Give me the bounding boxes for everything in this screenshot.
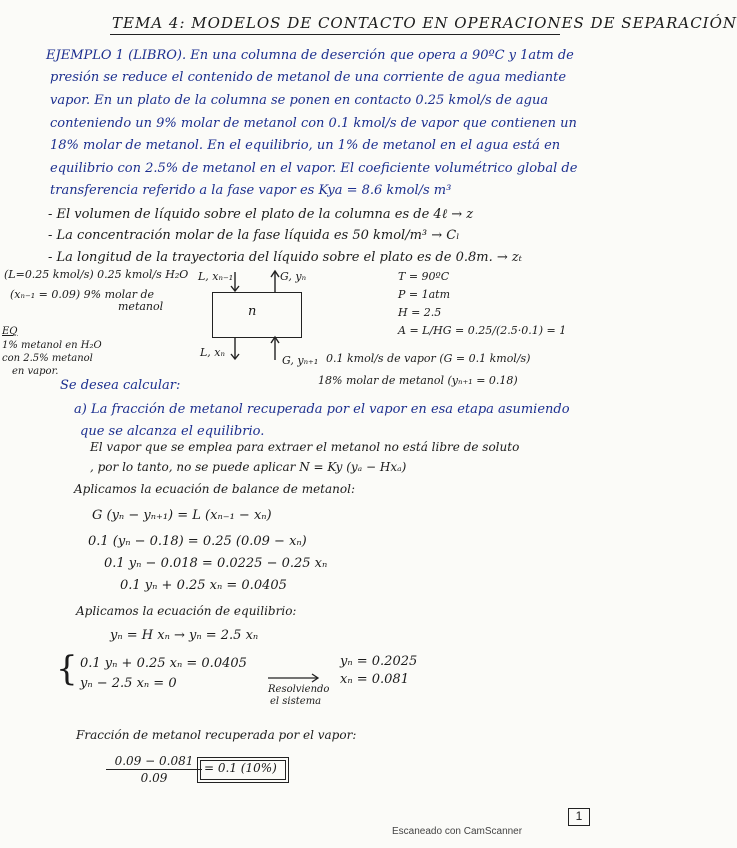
note-solute: El vapor que se emplea para extraer el metanol no está libre de soluto <box>90 440 520 454</box>
result-yn: yₙ = 0.2025 <box>340 654 418 669</box>
xn-1-note-2: metanol <box>118 300 164 313</box>
statement-line-2: presión se reduce el contenido de metanol de una corriente de agua mediante <box>50 70 567 85</box>
vapor-note-2: 18% molar de metanol (yₙ₊₁ = 0.18) <box>318 374 518 387</box>
bullet-length: - La longitud de la trayectoria del líquido sobre el plato es de 0.8m. → zₜ <box>48 250 522 265</box>
xn-1-note: (xₙ₋₁ = 0.09) 9% molar de <box>10 288 155 301</box>
eq-note-2: con 2.5% metanol <box>2 353 93 364</box>
label-g-yn: G, yₙ <box>280 270 307 283</box>
statement-line-3: vapor. En un plato de la columna se ponen en contacto 0.25 kmol/s de agua <box>50 93 549 108</box>
system-eq-2: yₙ − 2.5 xₙ = 0 <box>80 676 177 691</box>
page-title: TEMA 4: MODELOS DE CONTACTO EN OPERACIONES DE SEPARACIÓN <box>112 14 737 32</box>
eq-note-3: en vapor. <box>12 366 59 377</box>
final-answer: = 0.1 (10%) <box>204 761 277 775</box>
pressure: P = 1atm <box>398 288 451 301</box>
fraction-numerator: 0.09 − 0.081 <box>114 754 194 768</box>
stage-label: n <box>248 304 257 319</box>
temperature: T = 90ºC <box>398 270 450 283</box>
label-l-xn: L, xₙ <box>200 346 225 359</box>
eq-note-1: 1% metanol en H₂O <box>2 340 102 351</box>
equilibrium-eq: yₙ = H xₙ → yₙ = 2.5 xₙ <box>110 628 259 643</box>
henry-constant: H = 2.5 <box>398 306 442 319</box>
label-l-xn-1: L, xₙ₋₁ <box>198 270 234 283</box>
eq-tag: EQ <box>2 326 18 337</box>
fraction-bar <box>106 769 202 770</box>
balance-eq-2: 0.1 (yₙ − 0.18) = 0.25 (0.09 − xₙ) <box>88 534 307 549</box>
statement-line-7: transferencia referido a la fase vapor es Kya = 8.6 kmol/s m³ <box>50 183 452 198</box>
scanner-footer: Escaneado con CamScanner <box>392 826 523 837</box>
part-a-line-1: a) La fracción de metanol recuperada por el vapor en esa etapa asumiendo <box>74 402 570 417</box>
statement-line-4: conteniendo un 9% molar de metanol con 0.1 kmol/s de vapor que contienen un <box>50 116 577 131</box>
liquid-flow-note: (L=0.25 kmol/s) 0.25 kmol/s H₂O <box>4 268 189 281</box>
label-g-yn1: G, yₙ₊₁ <box>282 354 319 367</box>
balance-eq-3: 0.1 yₙ − 0.018 = 0.0225 − 0.25 xₙ <box>104 556 328 571</box>
absorption-factor: A = L/HG = 0.25/(2.5·0.1) = 1 <box>398 324 567 337</box>
equilibrium-title: Aplicamos la ecuación de equilibrio: <box>76 604 297 618</box>
recovered-fraction <box>106 754 202 785</box>
balance-eq-1: G (yₙ − yₙ₊₁) = L (xₙ₋₁ − xₙ) <box>92 508 272 523</box>
balance-eq-4: 0.1 yₙ + 0.25 xₙ = 0.0405 <box>120 578 287 593</box>
page-number: 1 <box>568 808 590 826</box>
statement-line-5: 18% molar de metanol. En el equilibrio, un 1% de metanol en el agua está en <box>50 138 561 153</box>
bullet-volume: - El volumen de líquido sobre el plato de la columna es de 4ℓ → z <box>48 207 474 222</box>
balance-title: Aplicamos la ecuación de balance de metanol: <box>74 482 355 496</box>
system-brace: { <box>56 649 78 689</box>
se-desea: Se desea calcular: <box>60 378 181 393</box>
bullet-concentration: - La concentración molar de la fase líquida es 50 kmol/m³ → Cₗ <box>48 228 460 243</box>
note-formula: , por lo tanto, no se puede aplicar N = Ky (yₐ − Hxₐ) <box>90 460 407 474</box>
system-eq-1: 0.1 yₙ + 0.25 xₙ = 0.0405 <box>80 656 247 671</box>
resolving-label-2: el sistema <box>270 696 322 707</box>
result-xn: xₙ = 0.081 <box>340 672 409 687</box>
statement-line-6: equilibrio con 2.5% de metanol en el vapor. El coeficiente volumétrico global de <box>50 161 578 176</box>
resolving-label: Resolviendo <box>268 684 330 695</box>
fraction-denominator: 0.09 <box>140 771 168 785</box>
vapor-note: 0.1 kmol/s de vapor (G = 0.1 kmol/s) <box>326 352 531 365</box>
statement-line-1: EJEMPLO 1 (LIBRO). En una columna de deserción que opera a 90ºC y 1atm de <box>46 48 574 63</box>
part-a-line-2: que se alcanza el equilibrio. <box>80 424 265 439</box>
fraction-title: Fracción de metanol recuperada por el vapor: <box>76 728 357 742</box>
